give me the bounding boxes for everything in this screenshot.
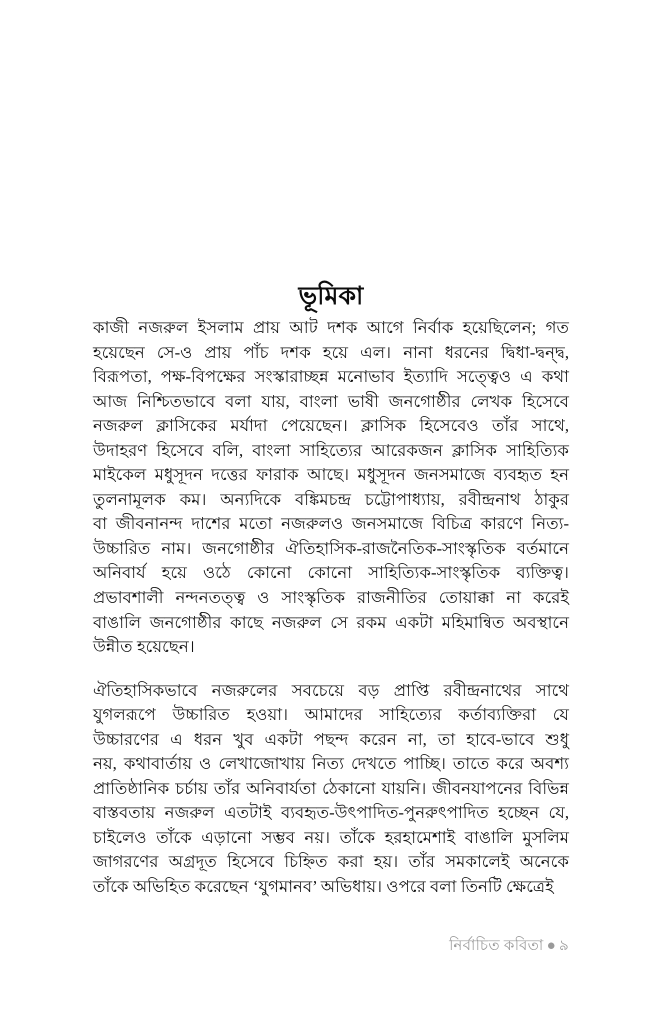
paragraph-2 <box>93 679 569 900</box>
footer-page-number: ৯ <box>558 938 569 954</box>
text-line: প্রাতিষ্ঠানিক চর্চায় তাঁর অনিবার্যতা ঠেকানো যায়নি। জীবনযাপনের বিভিন্ন <box>93 778 569 798</box>
text-line: উদাহরণ হিসেবে বলি, বাংলা সাহিত্যের আরেকজন ক্লাসিক সাহিত্যিক <box>93 440 569 460</box>
text-line: তাঁকে অভিহিত করেছেন ‘যুগমানব’ অভিধায়। ওপরে বলা তিনটি ক্ষেত্রেই <box>93 877 554 897</box>
text-line: উচ্চারিত নাম। জনগোষ্ঠীর ঐতিহাসিক-রাজনৈতিক-সাংস্কৃতিক বর্তমানে <box>93 538 569 558</box>
text-line: চাইলেও তাঁকে এড়ানো সম্ভব নয়। তাঁকে হরহামেশাই বাঙালি মুসলিম <box>93 827 569 847</box>
text-line: উন্নীত হয়েছেন। <box>93 637 195 657</box>
text-line: যুগলরূপে উচ্চারিত হওয়া। আমাদের সাহিত্যের কর্তাব্যক্তিরা যে <box>93 705 569 725</box>
text-line: বা জীবনানন্দ দাশের মতো নজরুলও জনসমাজে বিচিত্র কারণে নিত্য- <box>93 514 569 534</box>
text-line: হয়েছেন সে-ও প্রায় পাঁচ দশক হয়ে এল। নানা ধরনের দ্বিধা-দ্বন্দ্ব, <box>93 342 569 362</box>
text-line: জাগরণের অগ্রদূত হিসেবে চিহ্নিত করা হয়। তাঁর সমকালেই অনেকে <box>93 852 569 872</box>
text-line: ঐতিহাসিকভাবে নজরুলের সবচেয়ে বড় প্রাপ্তি রবীন্দ্রনাথের সাথে <box>93 680 569 700</box>
text-line: নয়, কথাবার্তায় ও লেখাজোখায় নিত্য দেখতে পাচ্ছি। তাতে করে অবশ্য <box>93 754 569 774</box>
text-line: বিরূপতা, পক্ষ-বিপক্ষের সংস্কারাচ্ছন্ন মনোভাব ইত্যাদি সত্ত্বেও এ কথা <box>93 367 569 387</box>
text-line: আজ নিশ্চিতভাবে বলা যায়, বাংলা ভাষী জনগোষ্ঠীর লেখক হিসেবে <box>93 391 569 411</box>
body-text <box>93 316 569 900</box>
footer-book-title: নির্বাচিত কবিতা <box>449 938 544 954</box>
text-column <box>93 0 569 1024</box>
text-line: প্রভাবশালী নন্দনতত্ত্ব ও সাংস্কৃতিক রাজনীতির তোয়াক্কা না করেই <box>93 588 569 608</box>
page-title: ভূমিকা <box>298 282 364 310</box>
text-line: উচ্চারণের এ ধরন খুব একটা পছন্দ করেন না, তা হাবে-ভাবে শুধু <box>93 729 569 749</box>
text-line: মাইকেল মধুসূদন দত্তের ফারাক আছে। মধুসূদন জনসমাজে ব্যবহৃত হন <box>93 465 569 485</box>
text-line: অনিবার্য হয়ে ওঠে কোনো কোনো সাহিত্যিক-সাংস্কৃতিক ব্যক্তিত্ব। <box>93 563 569 583</box>
text-line: বাঙালি জনগোষ্ঠীর কাছে নজরুল সে রকম একটা মহিমান্বিত অবস্থানে <box>93 612 569 632</box>
text-line: নজরুল ক্লাসিকের মর্যাদা পেয়েছেন। ক্লাসিক হিসেবেও তাঁর সাথে, <box>93 416 569 436</box>
text-line: বাস্তবতায় নজরুল এতটাই ব্যবহৃত-উৎপাদিত-পুনরুৎপাদিত হচ্ছেন যে, <box>93 803 569 823</box>
paragraph-1 <box>93 316 569 660</box>
page-footer <box>93 936 569 956</box>
footer-separator-dot: ● <box>546 938 556 954</box>
text-line: তুলনামূলক কম। অন্যদিকে বঙ্কিমচন্দ্র চট্টোপাধ্যায়, রবীন্দ্রনাথ ঠাকুর <box>93 489 569 509</box>
text-line: কাজী নজরুল ইসলাম প্রায় আট দশক আগে নির্বাক হয়েছিলেন; গত <box>93 318 569 337</box>
